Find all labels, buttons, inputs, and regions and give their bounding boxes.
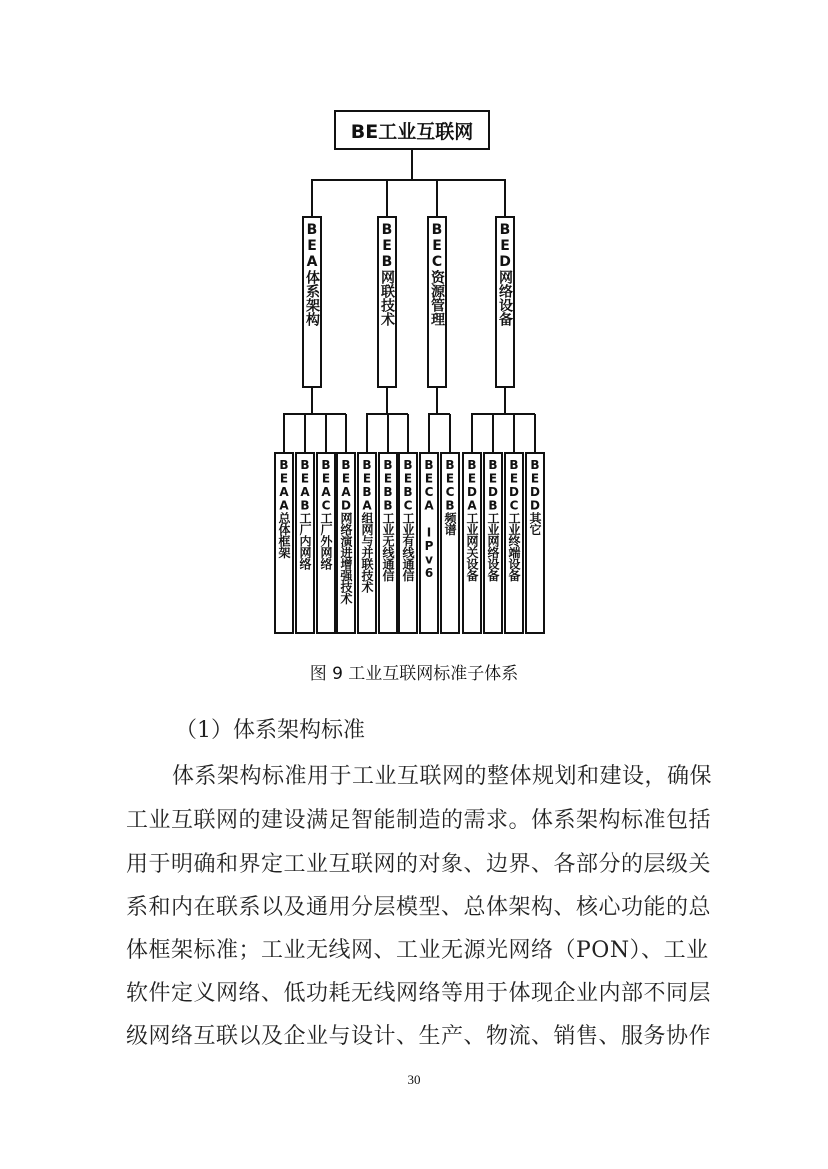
bea-down: [311, 388, 313, 414]
leaf-beaa: [274, 452, 294, 634]
leaf-beba-label: BEBA组网与并联技术: [360, 458, 374, 593]
bebb-drop: [387, 414, 389, 452]
leaf-beda: [462, 452, 482, 634]
beaa-drop: [283, 414, 285, 452]
category-beb-label: BEB网联技术: [379, 222, 395, 326]
leaf-becb: [440, 452, 460, 634]
leaf-bedc: [504, 452, 524, 634]
body-line: 用于明确和界定工业互联网的对象、边界、各部分的层级关: [126, 852, 712, 877]
bed-bus: [471, 413, 535, 415]
category-bed-label: BED网络设备: [497, 222, 513, 326]
bedb-drop: [492, 414, 494, 452]
figure-caption: 图 9 工业互联网标准子体系: [309, 664, 519, 684]
bec-connector: [436, 180, 438, 216]
root-node: [334, 110, 490, 150]
leaf-beaa-label: BEAA总体框架: [277, 458, 291, 558]
leaf-bedc-label: BEDC工业终端设备: [507, 458, 521, 581]
root-node-label: BE工业互联网: [350, 120, 474, 143]
bedc-drop: [513, 414, 515, 452]
body-line: 体框架标准；工业无线网、工业无源光网络（PON）、工业: [126, 938, 709, 963]
leaf-bebb: [378, 452, 398, 634]
category-bea-label: BEA体系架构: [304, 222, 320, 326]
leaf-becb-label: BECB频谱: [443, 458, 457, 535]
leaf-bead-label: BEAD网络演进增强技术: [339, 458, 353, 604]
page-number: 30: [407, 1072, 421, 1087]
category-bec-label: BEC资源管理: [429, 222, 445, 326]
beba-drop: [366, 414, 368, 452]
beac-drop: [325, 414, 327, 452]
bec-down: [436, 388, 438, 414]
body-line: 软件定义网络、低功耗无线网络等用于体现企业内部不同层: [126, 981, 712, 1006]
leaf-beca: [419, 452, 439, 634]
leaf-bebb-label: BEBB工业无线通信: [381, 458, 395, 581]
section-heading: （1）体系架构标准: [175, 718, 365, 743]
body-line: 系和内在联系以及通用分层模型、总体架构、核心功能的总: [126, 895, 712, 920]
bead-drop: [345, 414, 347, 452]
leaf-bebc-label: BEBC工业有线通信: [401, 458, 415, 581]
leaf-beac: [316, 452, 336, 634]
leaf-beac-label: BEAC工厂外网络: [319, 458, 333, 570]
beca-drop: [428, 414, 430, 452]
bec-bus: [428, 413, 450, 415]
beb-connector: [386, 180, 388, 216]
leaf-bead: [336, 452, 356, 634]
bea-connector: [311, 180, 313, 216]
leaf-beca-label: BECA IPv6: [422, 458, 436, 580]
beab-drop: [304, 414, 306, 452]
bed-down: [504, 388, 506, 414]
category-beb: [377, 216, 397, 388]
category-bea: [302, 216, 322, 388]
bedd-drop: [534, 414, 536, 452]
category-bec: [427, 216, 447, 388]
leaf-bedb-label: BEDB工业网络设备: [486, 458, 500, 581]
body-line: 体系架构标准用于工业互联网的整体规划和建设，确保: [172, 764, 713, 789]
bea-bus: [283, 413, 346, 415]
leaf-bedb: [483, 452, 503, 634]
leaf-bedd-label: BEDD其它: [528, 458, 542, 535]
beb-down: [386, 388, 388, 414]
leaf-bebc: [398, 452, 418, 634]
category-bed: [495, 216, 515, 388]
bebc-drop: [407, 414, 409, 452]
becb-drop: [449, 414, 451, 452]
leaf-bedd: [525, 452, 545, 634]
leaf-beab-label: BEAB工厂内网络: [298, 458, 312, 570]
bed-connector: [504, 180, 506, 216]
body-line: 工业互联网的建设满足智能制造的需求。体系架构标准包括: [126, 808, 712, 833]
leaf-beba: [357, 452, 377, 634]
beda-drop: [471, 414, 473, 452]
body-line: 级网络互联以及企业与设计、生产、物流、销售、服务协作: [126, 1024, 712, 1049]
leaf-beda-label: BEDA工业网关设备: [465, 458, 479, 581]
level1-bus: [311, 179, 506, 181]
root-connector: [411, 150, 413, 180]
leaf-beab: [295, 452, 315, 634]
